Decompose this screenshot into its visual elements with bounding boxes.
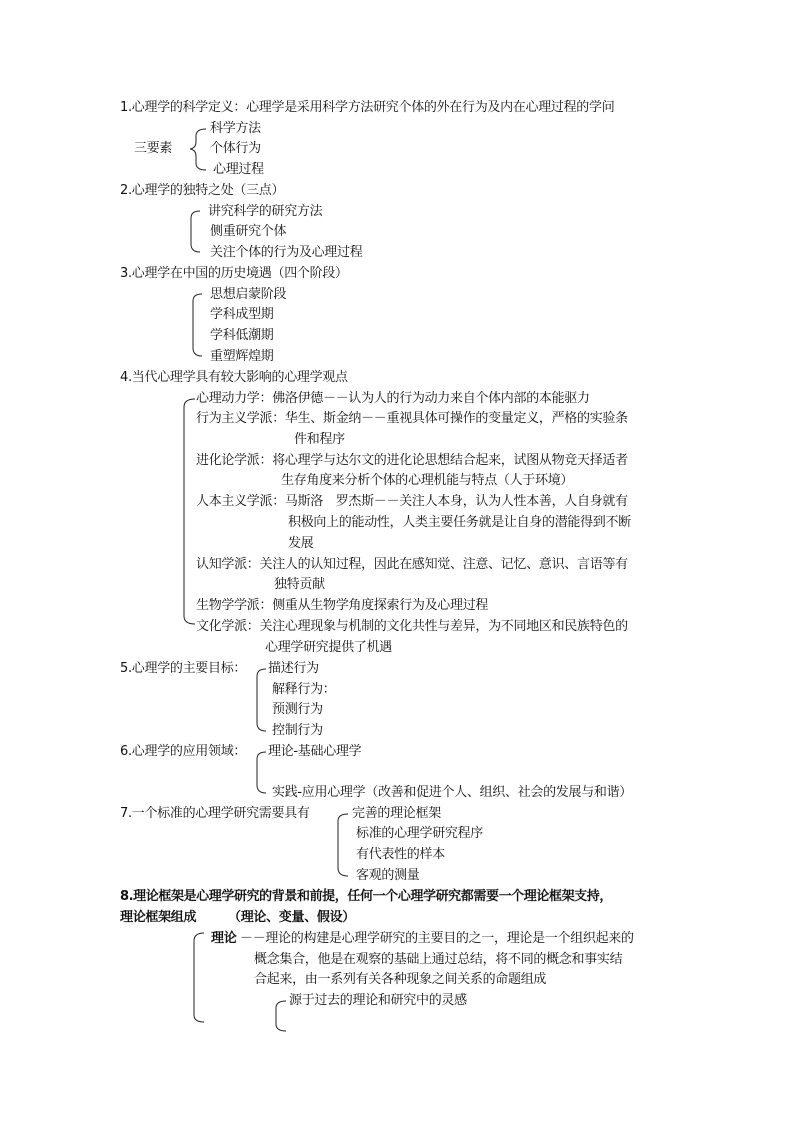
section-8-heading-cont: 理论框架组成 bbox=[120, 910, 197, 925]
list-item: 解释行为： bbox=[272, 682, 336, 697]
school-cultural: 文化学派：关注心理现象与机制的文化共性与差异，为不同地区和民族特色的 bbox=[196, 619, 628, 634]
bracket-s4 bbox=[184, 399, 195, 624]
list-item: 有代表性的样本 bbox=[356, 847, 445, 862]
bracket-s8-sub bbox=[276, 1001, 286, 1031]
section-3-heading: 3.心理学在中国的历史境遇（四个阶段） bbox=[120, 266, 348, 281]
theory-definition-cont: 合起来，由一系列有关各种现象之间关系的命题组成 bbox=[254, 972, 547, 987]
section-5-heading: 5.心理学的主要目标： bbox=[120, 661, 247, 676]
list-item: 学科低潮期 bbox=[210, 328, 274, 343]
bracket-s2 bbox=[191, 211, 200, 252]
section-8-components: （理论、变量、假设） bbox=[228, 910, 356, 925]
school-cognitive: 认知学派：关注人的认知过程，因此在感知觉、注意、记忆、意识、言语等有 bbox=[196, 557, 628, 572]
school-psychodynamic: 心理动力学：佛洛伊德－－认为人的行为动力来自个体内部的本能驱力 bbox=[196, 391, 590, 406]
list-item: 侧重研究个体 bbox=[210, 224, 287, 239]
list-item: 个体行为 bbox=[210, 141, 261, 156]
list-item: 讲究科学的研究方法 bbox=[208, 204, 323, 219]
school-humanistic: 人本主义学派：马斯洛 罗杰斯－－关注人本身，认为人性本善，人自身就有 bbox=[196, 494, 628, 509]
school-humanistic-cont: 发展 bbox=[288, 536, 314, 551]
theory-definition: －－理论的构建是心理学研究的主要目的之一，理论是一个组织起来的 bbox=[240, 931, 634, 946]
school-behaviorism: 行为主义学派：华生、斯金纳－－重视具体可操作的变量定义，严格的实验条 bbox=[196, 411, 628, 426]
theory-term: 理论 bbox=[211, 931, 237, 946]
list-item: 学科成型期 bbox=[210, 307, 274, 322]
bracket-s5 bbox=[257, 669, 266, 731]
list-item: 描述行为 bbox=[268, 661, 319, 676]
list-item: 源于过去的理论和研究中的灵感 bbox=[289, 993, 467, 1008]
school-biological: 生物学学派：侧重从生物学角度探索行为及心理过程 bbox=[196, 598, 489, 613]
list-item: 理论-基础心理学 bbox=[268, 744, 362, 759]
list-item: 预测行为 bbox=[272, 702, 323, 717]
section-1-label: 三要素 bbox=[134, 141, 173, 156]
list-item: 控制行为 bbox=[272, 723, 323, 738]
list-item: 思想启蒙阶段 bbox=[210, 287, 287, 302]
list-item: 心理过程 bbox=[213, 162, 264, 177]
school-evolutionary-cont: 生存角度来分析个体的心理机能与特点（人于环境） bbox=[281, 473, 574, 488]
school-cognitive-cont: 独特贡献 bbox=[274, 577, 325, 592]
bracket-s3 bbox=[193, 294, 202, 356]
section-2-heading: 2.心理学的独特之处（三点） bbox=[120, 183, 285, 198]
school-evolutionary: 进化论学派：将心理学与达尔文的进化论思想结合起来，试图从物竞天择适者 bbox=[196, 453, 628, 468]
bracket-s6 bbox=[257, 752, 266, 793]
school-behaviorism-cont: 件和程序 bbox=[294, 432, 345, 447]
section-6-heading: 6.心理学的应用领域： bbox=[120, 744, 247, 759]
list-item: 重塑辉煌期 bbox=[210, 349, 274, 364]
school-cultural-cont: 心理学研究提供了机遇 bbox=[265, 640, 393, 655]
list-item: 关注个体的行为及心理过程 bbox=[210, 245, 363, 260]
bracket-s7 bbox=[338, 814, 348, 876]
bracket-s1 bbox=[190, 129, 206, 170]
list-item: 科学方法 bbox=[210, 121, 261, 136]
list-item: 标准的心理学研究程序 bbox=[356, 826, 484, 841]
list-item: 完善的理论框架 bbox=[352, 806, 441, 821]
section-4-heading: 4.当代心理学具有较大影响的心理学观点 bbox=[120, 370, 348, 385]
theory-definition-cont: 概念集合，他是在观察的基础上通过总结，将不同的概念和事实结 bbox=[254, 952, 623, 967]
school-humanistic-cont: 积极向上的能动性，人类主要任务就是让自身的潜能得到不断 bbox=[288, 515, 631, 530]
list-item: 客观的测量 bbox=[356, 868, 420, 883]
section-8-heading: 8.理论框架是心理学研究的背景和前提，任何一个心理学研究都需要一个理论框架支持， bbox=[120, 889, 612, 904]
section-7-heading: 7.一个标准的心理学研究需要具有 bbox=[120, 806, 310, 821]
section-1-heading: 1.心理学的科学定义：心理学是采用科学方法研究个体的外在行为及内在心理过程的学问 bbox=[120, 100, 615, 115]
bracket-s8-main bbox=[194, 933, 204, 1022]
list-item: 实践-应用心理学（改善和促进个人、组织、社会的发展与和谐） bbox=[272, 785, 632, 800]
